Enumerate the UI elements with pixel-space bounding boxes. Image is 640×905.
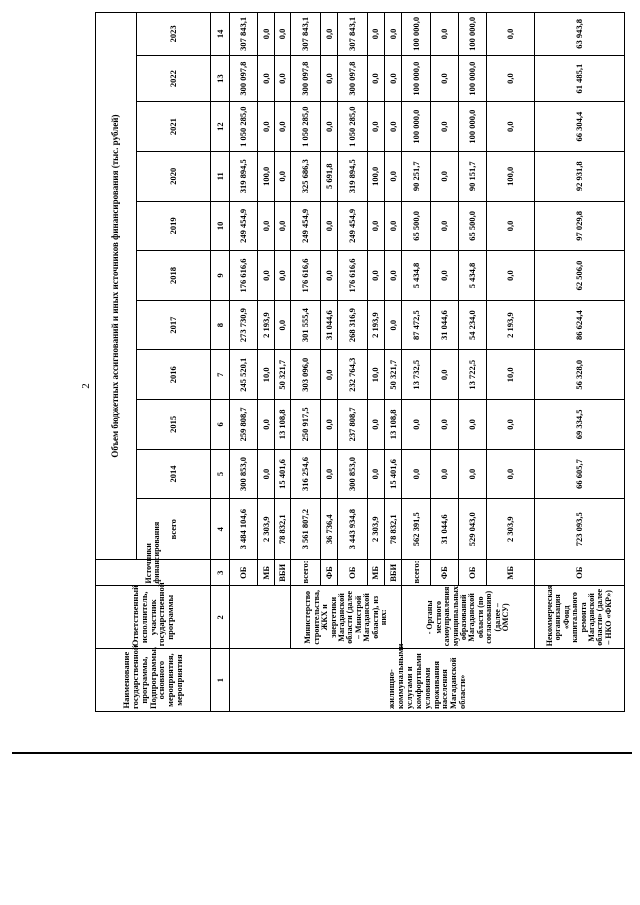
value-cell: 10,0 bbox=[258, 350, 275, 400]
value-cell: 0,0 bbox=[258, 201, 275, 251]
header-program-name: Наименование государственной программы, Подпрограммы, основного мероприятия, мероприятия bbox=[96, 649, 211, 712]
value-cell: 0,0 bbox=[486, 13, 535, 56]
value-cell: 0,0 bbox=[274, 300, 291, 350]
value-cell: 319 894,5 bbox=[338, 151, 367, 201]
value-cell: 78 832,1 bbox=[274, 499, 291, 560]
value-cell: 54 234,0 bbox=[458, 300, 486, 350]
value-cell: 10,0 bbox=[367, 350, 384, 400]
value-cell: 0,0 bbox=[258, 251, 275, 301]
value-cell: 316 254,6 bbox=[291, 449, 320, 499]
value-cell: 56 328,0 bbox=[535, 350, 625, 400]
value-cell: 268 316,9 bbox=[338, 300, 367, 350]
value-cell: 0,0 bbox=[486, 102, 535, 152]
value-cell: 0,0 bbox=[320, 201, 337, 251]
value-cell: 0,0 bbox=[367, 251, 384, 301]
value-cell: 0,0 bbox=[367, 102, 384, 152]
source-cell: ОБ bbox=[230, 560, 258, 586]
source-cell: всего: bbox=[291, 560, 320, 586]
value-cell: 5 691,8 bbox=[320, 151, 337, 201]
value-cell: 176 616,6 bbox=[291, 251, 320, 301]
header-row-volume bbox=[96, 13, 137, 712]
value-cell: 1 050 285,0 bbox=[338, 102, 367, 152]
column-number: 14 bbox=[210, 13, 229, 56]
value-cell: 36 736,4 bbox=[320, 499, 337, 560]
value-cell: 259 808,7 bbox=[230, 400, 258, 450]
value-cell: 0,0 bbox=[486, 55, 535, 102]
value-cell: 2 303,9 bbox=[486, 499, 535, 560]
value-cell: 50 321,7 bbox=[385, 350, 402, 400]
year-header: 2016 bbox=[136, 350, 210, 400]
year-header: 2018 bbox=[136, 251, 210, 301]
value-cell: 50 321,7 bbox=[274, 350, 291, 400]
value-cell: 0,0 bbox=[385, 55, 402, 102]
value-cell: 0,0 bbox=[367, 400, 384, 450]
source-cell: ОБ bbox=[338, 560, 367, 586]
value-cell: 31 044,6 bbox=[320, 300, 337, 350]
value-cell: 245 520,1 bbox=[230, 350, 258, 400]
value-cell: 0,0 bbox=[258, 102, 275, 152]
value-cell: 0,0 bbox=[430, 251, 458, 301]
value-cell: 86 624,4 bbox=[535, 300, 625, 350]
column-number: 6 bbox=[210, 400, 229, 450]
value-cell: 0,0 bbox=[385, 151, 402, 201]
source-cell: ФБ bbox=[320, 560, 337, 586]
value-cell: 0,0 bbox=[367, 201, 384, 251]
value-cell: 0,0 bbox=[430, 151, 458, 201]
value-cell: 5 434,8 bbox=[458, 251, 486, 301]
value-cell: 325 686,3 bbox=[291, 151, 320, 201]
value-cell: 0,0 bbox=[458, 449, 486, 499]
year-header: 2015 bbox=[136, 400, 210, 450]
executor-cell-minstroy: Министерство строительства, ЖКХ и энергетики Магаданской области (далее – Минстрой Магаданской области), из них: bbox=[291, 586, 402, 649]
year-header: 2021 bbox=[136, 102, 210, 152]
source-cell: ВБИ bbox=[385, 560, 402, 586]
year-header: 2019 bbox=[136, 201, 210, 251]
value-cell: 0,0 bbox=[385, 201, 402, 251]
column-number: 12 bbox=[210, 102, 229, 152]
value-cell: 100 000,0 bbox=[402, 102, 430, 152]
value-cell: 65 500,0 bbox=[458, 201, 486, 251]
table-row bbox=[230, 13, 258, 712]
year-header: всего bbox=[136, 499, 210, 560]
value-cell: 0,0 bbox=[430, 102, 458, 152]
value-cell: 300 097,8 bbox=[230, 55, 258, 102]
value-cell: 300 853,0 bbox=[338, 449, 367, 499]
value-cell: 62 506,0 bbox=[535, 251, 625, 301]
value-cell: 0,0 bbox=[486, 251, 535, 301]
value-cell: 0,0 bbox=[274, 251, 291, 301]
value-cell: 562 391,5 bbox=[402, 499, 430, 560]
source-cell: всего: bbox=[402, 560, 430, 586]
value-cell: 100 000,0 bbox=[402, 13, 430, 56]
table-body bbox=[96, 13, 625, 712]
header-volume: Объем бюджетных ассигнований и иных источников финансирования (тыс. рублей) bbox=[96, 13, 137, 560]
value-cell: 90 151,7 bbox=[458, 151, 486, 201]
column-number: 2 bbox=[210, 586, 229, 649]
year-header: 2017 bbox=[136, 300, 210, 350]
source-cell: ФБ bbox=[430, 560, 458, 586]
value-cell: 0,0 bbox=[402, 449, 430, 499]
value-cell: 723 093,5 bbox=[535, 499, 625, 560]
value-cell: 13 722,5 bbox=[458, 350, 486, 400]
value-cell: 0,0 bbox=[430, 55, 458, 102]
financing-table bbox=[95, 12, 625, 712]
year-header: 2023 bbox=[136, 13, 210, 56]
value-cell: 0,0 bbox=[258, 449, 275, 499]
value-cell: 13 108,8 bbox=[385, 400, 402, 450]
value-cell: 176 616,6 bbox=[338, 251, 367, 301]
value-cell: 0,0 bbox=[385, 102, 402, 152]
value-cell: 10,0 bbox=[486, 350, 535, 400]
column-number: 13 bbox=[210, 55, 229, 102]
value-cell: 307 843,1 bbox=[230, 13, 258, 56]
value-cell: 87 472,5 bbox=[402, 300, 430, 350]
value-cell: 0,0 bbox=[486, 201, 535, 251]
column-number: 1 bbox=[210, 649, 229, 712]
value-cell: 3 443 934,8 bbox=[338, 499, 367, 560]
value-cell: 61 485,1 bbox=[535, 55, 625, 102]
table-row bbox=[291, 13, 320, 712]
value-cell: 0,0 bbox=[320, 13, 337, 56]
column-number: 10 bbox=[210, 201, 229, 251]
value-cell: 300 097,8 bbox=[291, 55, 320, 102]
value-cell: 100,0 bbox=[486, 151, 535, 201]
value-cell: 232 764,3 bbox=[338, 350, 367, 400]
rotated-table-area bbox=[95, 12, 625, 712]
table-row bbox=[402, 13, 430, 712]
value-cell: 100 000,0 bbox=[458, 55, 486, 102]
program-name-cell: жилищно-коммунальными услугами и комфортными условиями проживания населения Магаданской области» bbox=[230, 649, 625, 712]
value-cell: 301 555,4 bbox=[291, 300, 320, 350]
value-cell: 0,0 bbox=[320, 400, 337, 450]
source-cell: ВБИ bbox=[274, 560, 291, 586]
column-number: 11 bbox=[210, 151, 229, 201]
value-cell: 300 853,0 bbox=[230, 449, 258, 499]
value-cell: 100 000,0 bbox=[458, 13, 486, 56]
source-cell: МБ bbox=[258, 560, 275, 586]
value-cell: 273 730,9 bbox=[230, 300, 258, 350]
value-cell: 176 616,6 bbox=[230, 251, 258, 301]
value-cell: 100 000,0 bbox=[402, 55, 430, 102]
value-cell: 69 334,5 bbox=[535, 400, 625, 450]
horizontal-rule bbox=[12, 752, 632, 754]
value-cell: 0,0 bbox=[486, 449, 535, 499]
value-cell: 0,0 bbox=[430, 449, 458, 499]
value-cell: 0,0 bbox=[274, 55, 291, 102]
source-cell: МБ bbox=[486, 560, 535, 586]
value-cell: 3 484 104,6 bbox=[230, 499, 258, 560]
value-cell: 300 097,8 bbox=[338, 55, 367, 102]
column-number: 9 bbox=[210, 251, 229, 301]
column-number: 5 bbox=[210, 449, 229, 499]
value-cell: 15 401,6 bbox=[385, 449, 402, 499]
value-cell: 2 193,9 bbox=[367, 300, 384, 350]
value-cell: 0,0 bbox=[258, 400, 275, 450]
value-cell: 2 303,9 bbox=[367, 499, 384, 560]
source-cell: ОБ bbox=[535, 560, 625, 586]
value-cell: 0,0 bbox=[274, 151, 291, 201]
value-cell: 0,0 bbox=[430, 400, 458, 450]
value-cell: 15 401,6 bbox=[274, 449, 291, 499]
value-cell: 0,0 bbox=[274, 13, 291, 56]
value-cell: 1 050 285,0 bbox=[291, 102, 320, 152]
value-cell: 0,0 bbox=[385, 251, 402, 301]
source-cell: ОБ bbox=[458, 560, 486, 586]
year-header: 2022 bbox=[136, 55, 210, 102]
header-executor: Ответственный исполнитель, участник государственной программы bbox=[96, 586, 211, 649]
page-number: 2 bbox=[80, 383, 92, 389]
value-cell: 0,0 bbox=[258, 55, 275, 102]
value-cell: 0,0 bbox=[320, 55, 337, 102]
value-cell: 65 500,0 bbox=[402, 201, 430, 251]
value-cell: 66 304,4 bbox=[535, 102, 625, 152]
value-cell: 100 000,0 bbox=[458, 102, 486, 152]
value-cell: 250 917,5 bbox=[291, 400, 320, 450]
value-cell: 0,0 bbox=[320, 350, 337, 400]
value-cell: 0,0 bbox=[430, 13, 458, 56]
table-row bbox=[535, 13, 625, 712]
value-cell: 529 043,0 bbox=[458, 499, 486, 560]
value-cell: 92 931,8 bbox=[535, 151, 625, 201]
value-cell: 307 843,1 bbox=[291, 13, 320, 56]
value-cell: 0,0 bbox=[367, 449, 384, 499]
value-cell: 0,0 bbox=[367, 13, 384, 56]
value-cell: 13 108,8 bbox=[274, 400, 291, 450]
value-cell: 0,0 bbox=[385, 13, 402, 56]
value-cell: 0,0 bbox=[458, 400, 486, 450]
header-source: Источники финансирования bbox=[96, 560, 211, 586]
value-cell: 97 029,8 bbox=[535, 201, 625, 251]
value-cell: 307 843,1 bbox=[338, 13, 367, 56]
executor-cell-nko: Некоммерческая организация «Фонд капитального ремонта Магаданской области» (далее – НКО «ФКР») bbox=[535, 586, 625, 649]
column-number: 8 bbox=[210, 300, 229, 350]
value-cell: 100,0 bbox=[367, 151, 384, 201]
value-cell: 63 943,8 bbox=[535, 13, 625, 56]
executor-cell-omsu: - Органы местного самоуправления муниципальных образований Магаданской области (по согласованию) (далее – ОМСУ) bbox=[402, 586, 535, 649]
value-cell: 78 832,1 bbox=[385, 499, 402, 560]
value-cell: 249 454,9 bbox=[291, 201, 320, 251]
executor-cell-empty bbox=[230, 586, 291, 649]
value-cell: 0,0 bbox=[430, 201, 458, 251]
value-cell: 0,0 bbox=[486, 400, 535, 450]
year-header: 2020 bbox=[136, 151, 210, 201]
value-cell: 0,0 bbox=[320, 102, 337, 152]
value-cell: 5 434,8 bbox=[402, 251, 430, 301]
value-cell: 3 561 807,2 bbox=[291, 499, 320, 560]
year-header: 2014 bbox=[136, 449, 210, 499]
column-number-row bbox=[210, 13, 229, 712]
source-cell: МБ bbox=[367, 560, 384, 586]
value-cell: 0,0 bbox=[430, 350, 458, 400]
column-number: 3 bbox=[210, 560, 229, 586]
value-cell: 0,0 bbox=[320, 251, 337, 301]
value-cell: 237 808,7 bbox=[338, 400, 367, 450]
table-rotator bbox=[95, 12, 625, 712]
value-cell: 90 251,7 bbox=[402, 151, 430, 201]
value-cell: 2 303,9 bbox=[258, 499, 275, 560]
value-cell: 100,0 bbox=[258, 151, 275, 201]
value-cell: 249 454,9 bbox=[338, 201, 367, 251]
value-cell: 13 732,5 bbox=[402, 350, 430, 400]
value-cell: 31 044,6 bbox=[430, 300, 458, 350]
value-cell: 1 050 285,0 bbox=[230, 102, 258, 152]
column-number: 4 bbox=[210, 499, 229, 560]
value-cell: 0,0 bbox=[402, 400, 430, 450]
value-cell: 31 044,6 bbox=[430, 499, 458, 560]
value-cell: 66 605,7 bbox=[535, 449, 625, 499]
value-cell: 0,0 bbox=[258, 13, 275, 56]
value-cell: 0,0 bbox=[274, 102, 291, 152]
value-cell: 0,0 bbox=[385, 300, 402, 350]
value-cell: 249 454,9 bbox=[230, 201, 258, 251]
value-cell: 0,0 bbox=[320, 449, 337, 499]
value-cell: 0,0 bbox=[274, 201, 291, 251]
value-cell: 319 894,5 bbox=[230, 151, 258, 201]
value-cell: 0,0 bbox=[367, 55, 384, 102]
value-cell: 2 193,9 bbox=[486, 300, 535, 350]
value-cell: 2 193,9 bbox=[258, 300, 275, 350]
value-cell: 303 096,0 bbox=[291, 350, 320, 400]
column-number: 7 bbox=[210, 350, 229, 400]
